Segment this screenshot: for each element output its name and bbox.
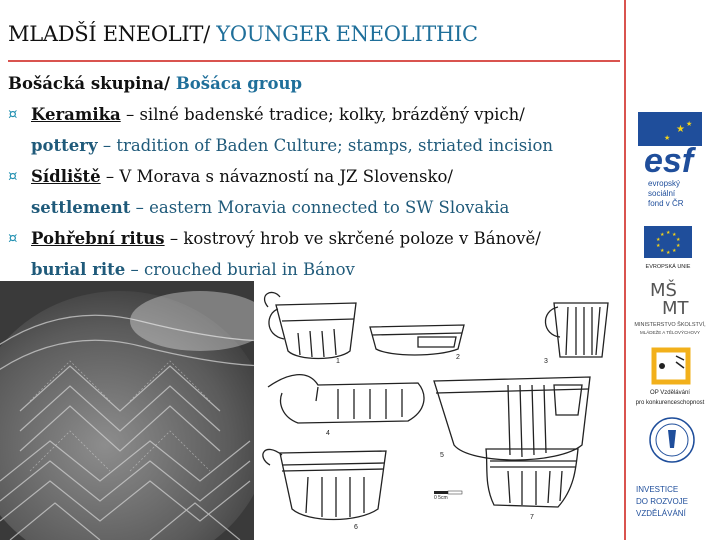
esf-logo: [628, 100, 720, 230]
section-heading: [8, 68, 618, 99]
bullet-term-czech: Pohřební ritus: [31, 229, 165, 248]
esf-subtitle: evropský: [648, 179, 681, 188]
figure-number: 4: [326, 430, 330, 437]
svg-text:★: ★: [660, 248, 665, 254]
op-subtitle: pro konkurenceschopnost: [635, 400, 705, 406]
right-accent-rule: [624, 0, 626, 540]
bullet-item: [8, 99, 618, 130]
bullet-text-czech: – kostrový hrob ve skrčené poloze v Bánově/: [164, 229, 541, 248]
bullet-translation: [8, 130, 618, 161]
svg-text:★: ★: [672, 232, 677, 238]
sponsor-logos: [628, 100, 720, 540]
slide-title-english: YOUNGER ENEOLITHIC: [209, 22, 478, 46]
msmt-logo: [628, 278, 720, 348]
section-heading-czech: Bošácká skupina/: [8, 74, 171, 93]
bullet-translation: [8, 192, 618, 223]
bullet-text-english: – crouched burial in Bánov: [125, 260, 355, 279]
bullet-text-czech: – silné badenské tradice; kolky, brázděný vpich/: [120, 105, 525, 124]
bullet-icon: ¤: [8, 167, 18, 185]
op-subtitle: OP Vzdělávání: [650, 390, 690, 396]
figure-number: 7: [530, 514, 534, 521]
slide-body: [8, 68, 618, 285]
slide-title: [8, 22, 618, 46]
svg-text:★: ★: [666, 250, 671, 256]
bullet-item: [8, 161, 618, 192]
svg-text:★: ★: [660, 232, 665, 238]
svg-text:★: ★: [656, 243, 661, 249]
svg-text:MŠ: MŠ: [650, 280, 677, 301]
bullet-term-czech: Keramika: [31, 105, 121, 124]
vessel-drawings: [258, 285, 620, 535]
bullet-term-english: pottery: [31, 136, 98, 155]
svg-text:★: ★: [666, 230, 671, 236]
university-seal-logo: [628, 414, 720, 540]
esf-subtitle: fond v ČR: [648, 199, 684, 208]
msmt-subtitle: MINISTERSTVO ŠKOLSTVÍ,: [634, 322, 706, 328]
invest-line: DO ROZVOJE: [636, 497, 689, 506]
msmt-subtitle: MLÁDEŽE A TĚLOVÝCHOVY: [640, 330, 700, 335]
figure-number: 3: [544, 358, 548, 365]
eu-flag-logo: [628, 224, 720, 274]
bullet-icon: ¤: [8, 105, 18, 123]
esf-subtitle: sociální: [648, 189, 676, 198]
bullet-icon: ¤: [8, 229, 18, 247]
figure-number: 2: [456, 354, 460, 361]
bullet-text-english: – tradition of Baden Culture; stamps, striated incision: [97, 136, 554, 155]
bullet-term-english: settlement: [31, 198, 131, 217]
svg-text:MT: MT: [662, 298, 689, 319]
invest-line: INVESTICE: [636, 485, 679, 494]
op-logo: [628, 346, 720, 416]
figure-number: 1: [336, 358, 340, 365]
svg-text:★: ★: [656, 237, 661, 243]
bullet-term-english: burial rite: [31, 260, 126, 279]
eu-label: EVROPSKÁ UNIE: [645, 264, 691, 270]
title-area: [8, 22, 618, 58]
bullet-term-czech: Sídliště: [31, 167, 101, 186]
pottery-photo: [0, 281, 254, 540]
bullet-item: [8, 223, 618, 254]
bullet-text-english: – eastern Moravia connected to SW Slovakia: [130, 198, 510, 217]
scale-bar: [434, 491, 462, 494]
svg-text:★: ★: [676, 237, 681, 243]
svg-text:★: ★: [686, 120, 693, 128]
svg-text:★: ★: [672, 248, 677, 254]
invest-line: VZDĚLÁVÁNÍ: [636, 509, 686, 518]
figure-number: 5: [440, 452, 444, 459]
svg-text:★: ★: [664, 134, 671, 142]
esf-name: esf: [644, 142, 694, 180]
section-heading-english: Bošáca group: [170, 74, 303, 93]
scale-label: 0 5cm: [434, 495, 448, 501]
slide-title-czech: MLADŠÍ ENEOLIT/: [8, 22, 210, 46]
svg-text:★: ★: [676, 124, 685, 135]
title-underline: [8, 60, 620, 62]
bullet-text-czech: – V Morava s návazností na JZ Slovensko/: [100, 167, 453, 186]
figure-number: 6: [354, 524, 358, 531]
svg-text:★: ★: [676, 243, 681, 249]
